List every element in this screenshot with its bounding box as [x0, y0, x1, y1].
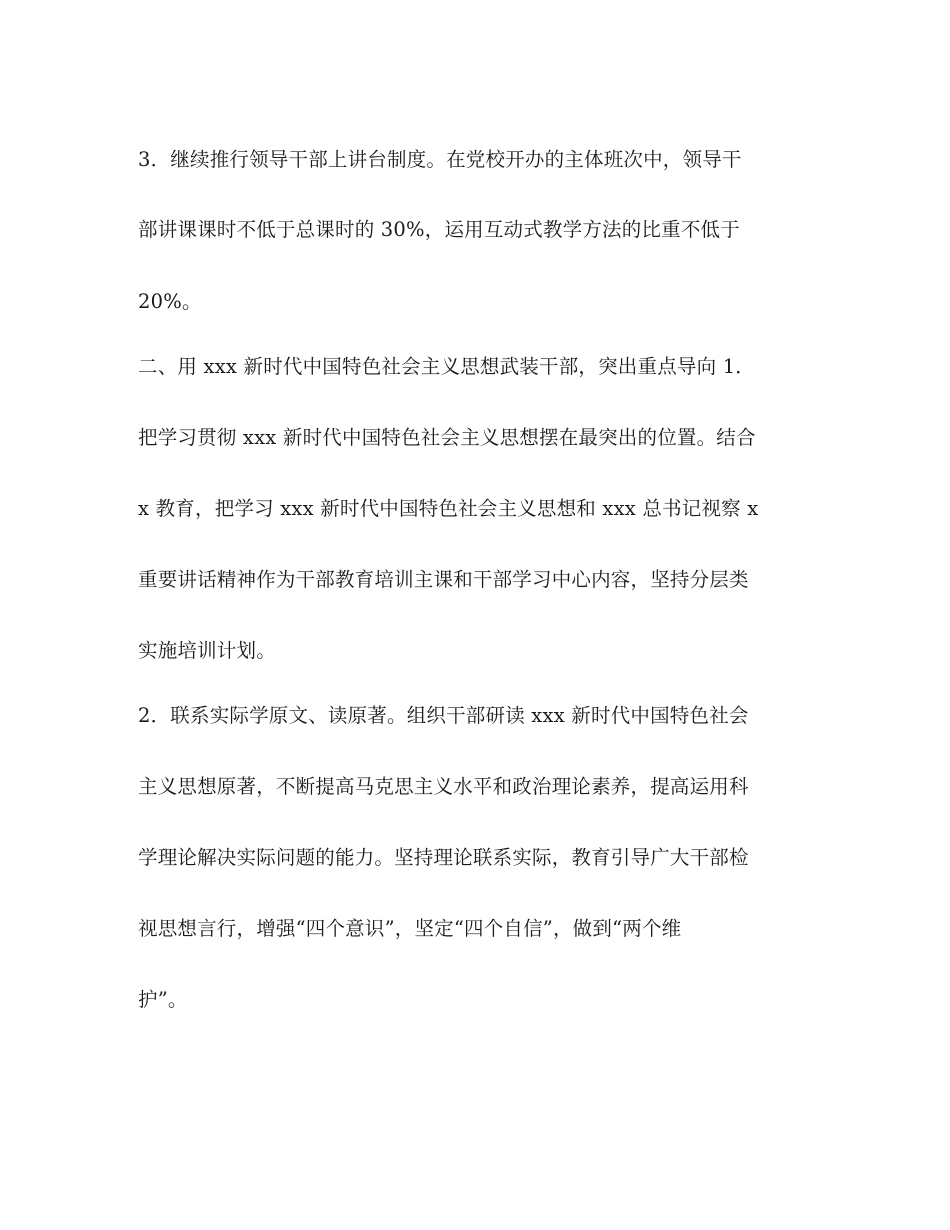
text-line: 2．联系实际学原文、读原著。组织干部研读 xxx 新时代中国特色社会	[138, 704, 749, 727]
text-line: 实施培训计划。	[138, 639, 276, 662]
text-line: 主义思想原著，不断提高马克思主义水平和政治理论素养，提高运用科	[138, 775, 749, 798]
text-line: 把学习贯彻 xxx 新时代中国特色社会主义思想摆在最突出的位置。结合	[138, 426, 756, 449]
text-line: 护”。	[138, 988, 188, 1011]
text-line: 二、用 xxx 新时代中国特色社会主义思想武装干部，突出重点导向 1．	[138, 355, 755, 378]
text-line: 20%。	[138, 290, 202, 313]
text-line: 学理论解决实际问题的能力。坚持理论联系实际，教育引导广大干部检	[138, 846, 749, 869]
text-line: x 教育，把学习 xxx 新时代中国特色社会主义思想和 xxx 总书记视察 x	[138, 497, 759, 520]
text-line: 3．继续推行领导干部上讲台制度。在党校开办的主体班次中，领导干	[138, 148, 742, 171]
text-line: 重要讲话精神作为干部教育培训主课和干部学习中心内容，坚持分层类	[138, 568, 749, 591]
text-line: 视思想言行，增强“四个意识”，坚定“四个自信”，做到“两个维	[138, 917, 682, 940]
text-line: 部讲课课时不低于总课时的 30%，运用互动式教学方法的比重不低于	[138, 218, 740, 241]
